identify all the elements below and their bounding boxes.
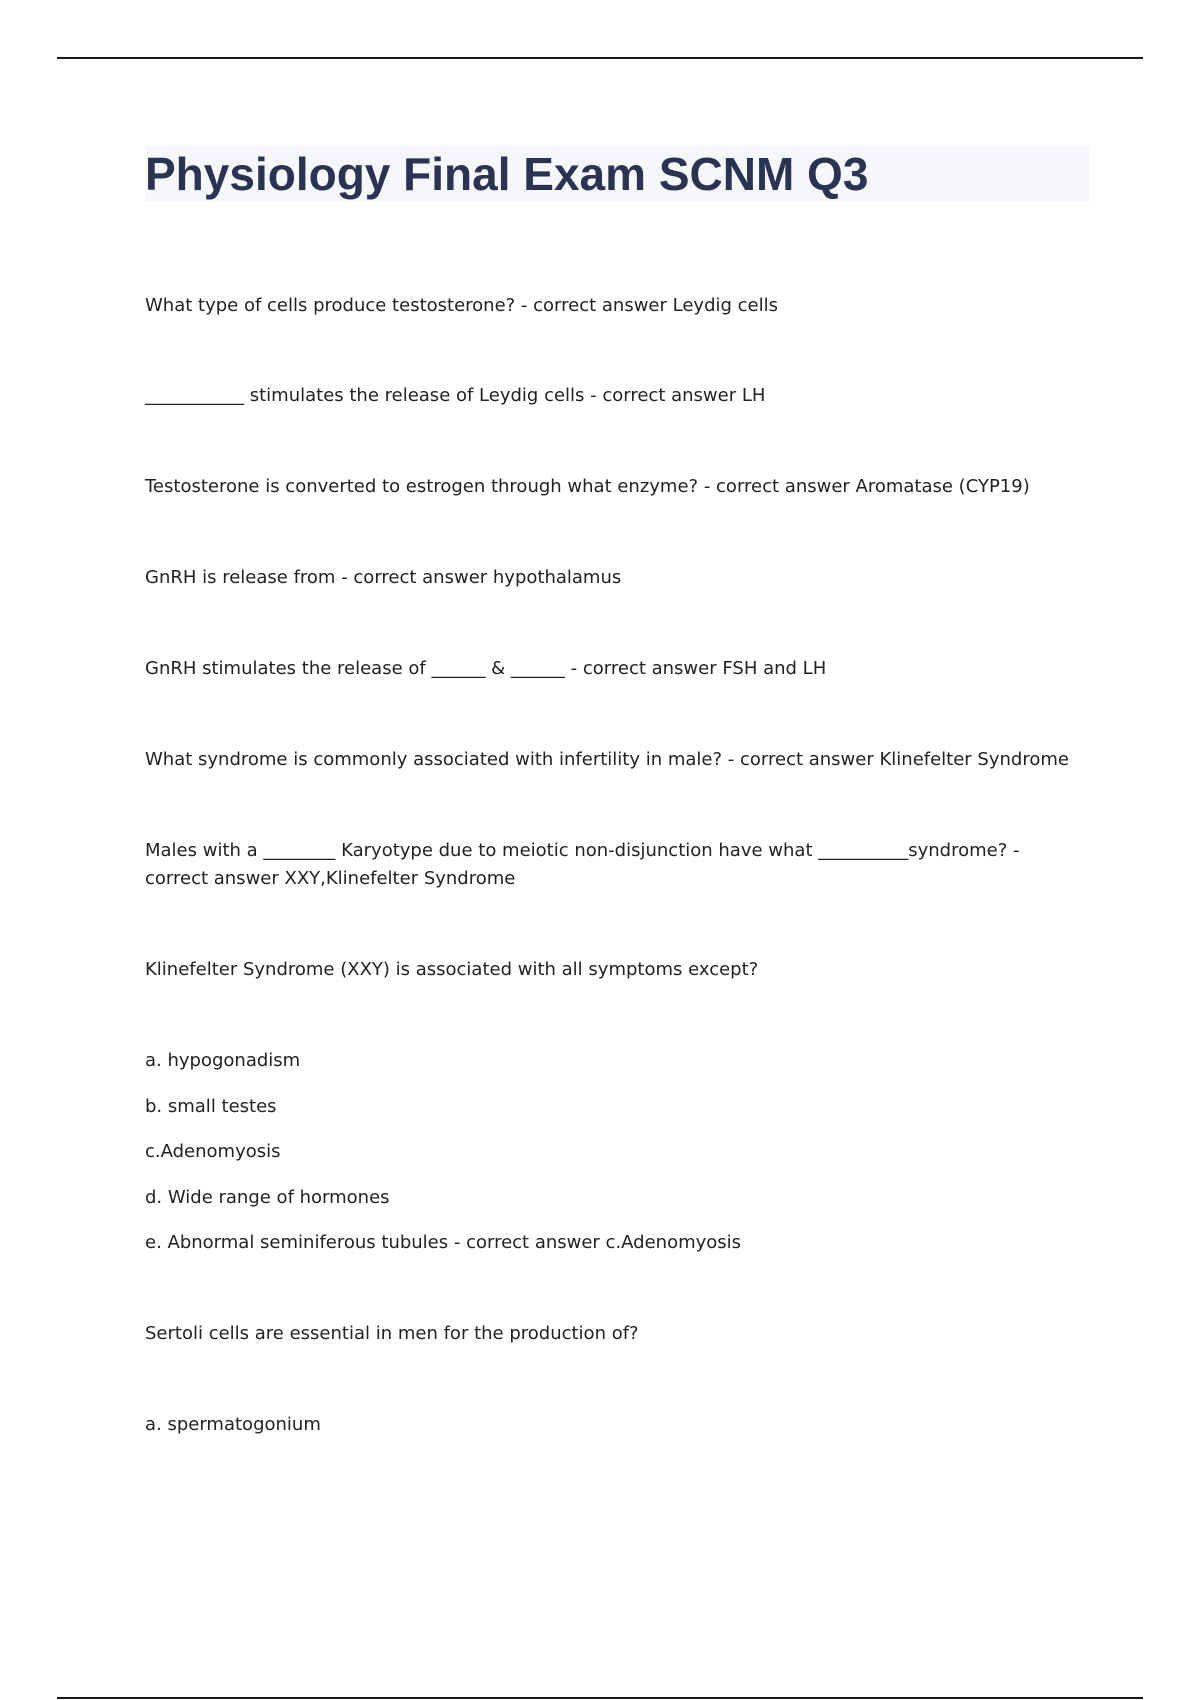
qa-line-leydig-cells: What type of cells produce testosterone? - correct answer Leydig cells [145,295,778,316]
qa-line-karyotype: Males with a ________ Karyotype due to meiotic non-disjunction have what __________syndrome? - correct answer XXY,Klinefelter Syndrome [145,840,1020,889]
question-klinefelter: Klinefelter Syndrome (XXY) is associated with all symptoms except? [145,959,759,980]
qa-line-gnrh-source: GnRH is release from - correct answer hypothalamus [145,567,622,588]
option-d: d. Wide range of hormones [145,1187,390,1208]
top-rule [57,57,1143,59]
qa-line-infertility-syndrome: What syndrome is commonly associated with infertility in male? - correct answer Klinefelter Syndrome [145,749,1069,770]
qa-line-gnrh-release: GnRH stimulates the release of ______ & ______ - correct answer FSH and LH [145,658,827,679]
bottom-rule [57,1697,1143,1699]
option-a-sertoli: a. spermatogonium [145,1414,321,1435]
option-c: c.Adenomyosis [145,1141,281,1162]
qa-line-aromatase: Testosterone is converted to estrogen through what enzyme? - correct answer Aromatase (CYP19) [145,476,1030,497]
option-e-with-answer: e. Abnormal seminiferous tubules - correct answer c.Adenomyosis [145,1232,742,1253]
option-a: a. hypogonadism [145,1050,301,1071]
question-sertoli: Sertoli cells are essential in men for the production of? [145,1323,639,1344]
document-title: Physiology Final Exam SCNM Q3 [145,148,869,200]
option-b: b. small testes [145,1096,277,1117]
qa-line-lh: ___________ stimulates the release of Leydig cells - correct answer LH [145,385,766,406]
